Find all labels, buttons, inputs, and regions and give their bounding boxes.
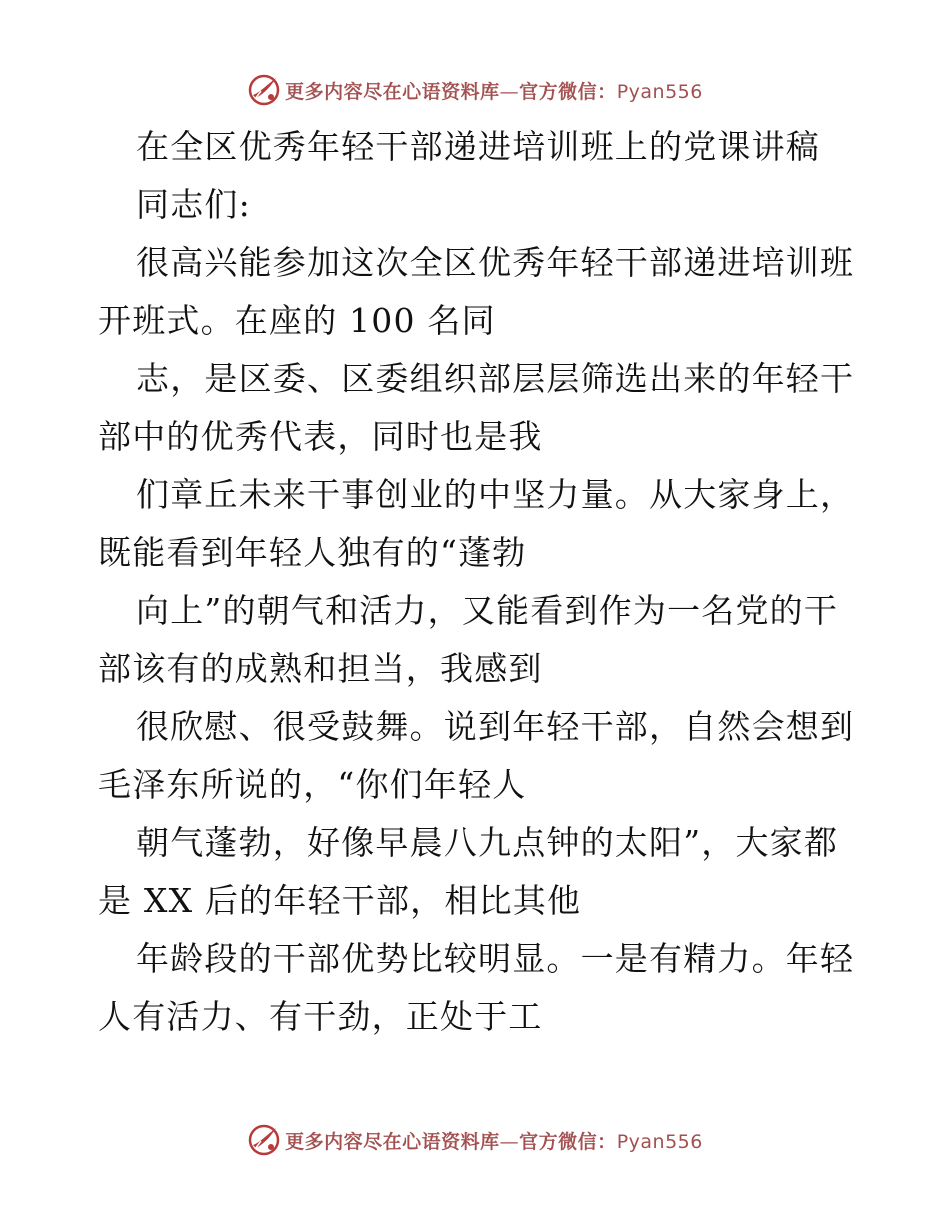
text-line: 们章丘未来干事创业的中坚力量。从大家身上， (136, 475, 855, 514)
banner-separator: — (499, 80, 520, 103)
document-body (98, 118, 868, 1046)
text-line: 朝气蓬勃，好像早晨八九点钟的太阳”，大家都 (136, 823, 839, 862)
text-line: 志，是区委、区委组织部层层筛选出来的年轻干 (136, 359, 855, 398)
text-line: 年龄段的干部优势比较明显。一是有精力。年轻 (136, 939, 855, 978)
text-line: 毛泽东所说的，“你们年轻人 (98, 765, 527, 804)
footer-banner (0, 1120, 950, 1160)
footer-banner-text (285, 1127, 703, 1154)
text-line: 既能看到年轻人独有的“蓬勃 (98, 533, 527, 572)
banner-wechat-label: 官方微信： (519, 80, 617, 103)
text-line: 向上”的朝气和活力，又能看到作为一名党的干 (136, 591, 839, 630)
text-line: 人有活力、有干劲，正处于工 (98, 997, 543, 1036)
header-banner-text (285, 77, 703, 104)
red-quill-logo-icon (247, 1123, 281, 1157)
banner-site-name: 更多内容尽在心语资料库 (285, 80, 500, 103)
banner-wechat-id: Pyan556 (616, 1130, 703, 1153)
text-line: 很高兴能参加这次全区优秀年轻干部递进培训班 (136, 243, 855, 282)
text-line: 部该有的成熟和担当，我感到 (98, 649, 543, 688)
header-banner (0, 70, 950, 110)
text-line: 部中的优秀代表，同时也是我 (98, 417, 543, 456)
red-quill-logo-icon (247, 73, 281, 107)
banner-separator: — (499, 1130, 520, 1153)
document-title: 在全区优秀年轻干部递进培训班上的党课讲稿 (136, 127, 820, 166)
banner-site-name: 更多内容尽在心语资料库 (285, 1130, 500, 1153)
document-salutation: 同志们: (136, 185, 251, 224)
text-line: 是 XX 后的年轻干部，相比其他 (98, 881, 582, 920)
banner-wechat-label: 官方微信： (519, 1130, 617, 1153)
banner-wechat-id: Pyan556 (616, 80, 703, 103)
text-line: 很欣慰、很受鼓舞。说到年轻干部，自然会想到 (136, 707, 855, 746)
text-line: 开班式。在座的 100 名同 (98, 301, 496, 340)
